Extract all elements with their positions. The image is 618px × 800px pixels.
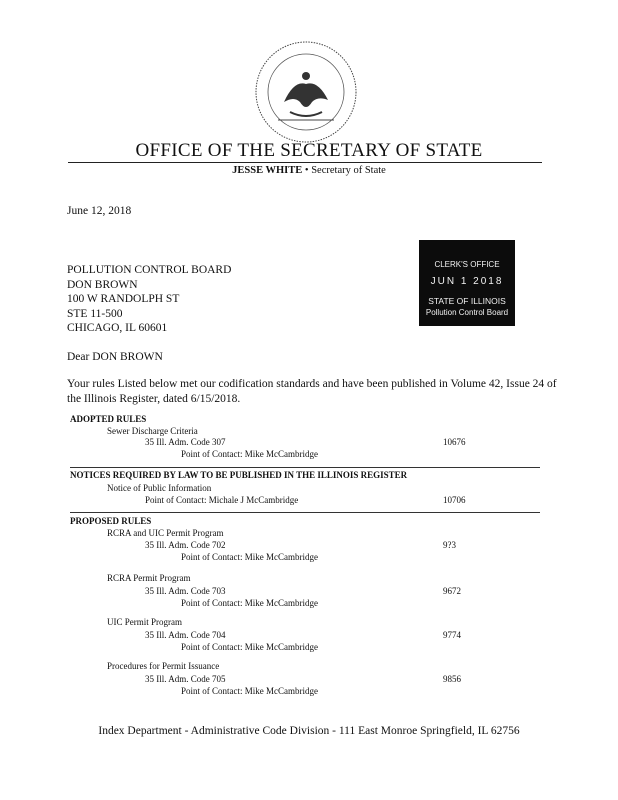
rule-code: 35 Ill. Adm. Code 307 bbox=[145, 437, 226, 447]
page-footer: Index Department - Administrative Code Division - 111 East Monroe Springfield, IL 62756 bbox=[98, 725, 520, 737]
recipient-line: POLLUTION CONTROL BOARD bbox=[67, 264, 232, 276]
received-stamp bbox=[419, 240, 515, 326]
rule-page: 9672 bbox=[443, 586, 461, 596]
section-divider bbox=[70, 467, 540, 468]
rule-page: 9?3 bbox=[443, 540, 456, 550]
rule-name: RCRA and UIC Permit Program bbox=[107, 528, 224, 538]
secretary-title: • Secretary of State bbox=[304, 165, 386, 176]
rule-code: 35 Ill. Adm. Code 702 bbox=[145, 540, 226, 550]
secretary-name: JESSE WHITE bbox=[232, 165, 303, 176]
rule-contact: Point of Contact: Mike McCambridge bbox=[181, 449, 318, 459]
rule-name: Notice of Public Information bbox=[107, 483, 212, 493]
letterhead-subhead bbox=[0, 165, 618, 176]
section-heading-proposed: PROPOSED RULES bbox=[70, 516, 152, 526]
section-heading-notices: NOTICES REQUIRED BY LAW TO BE PUBLISHED IN THE ILLINOIS REGISTER bbox=[70, 470, 408, 480]
rule-name: Procedures for Permit Issuance bbox=[107, 661, 220, 671]
salutation: Dear DON BROWN bbox=[67, 351, 163, 363]
rule-page: 10706 bbox=[443, 495, 466, 505]
rule-contact: Point of Contact: Michale J McCambridge bbox=[145, 495, 299, 505]
stamp-line: STATE OF ILLINOIS bbox=[428, 296, 506, 306]
stamp-date: JUN 1 2018 bbox=[430, 276, 504, 287]
stamp-line: Pollution Control Board bbox=[425, 308, 509, 317]
rule-name: UIC Permit Program bbox=[107, 617, 182, 627]
letter-date: June 12, 2018 bbox=[67, 205, 132, 217]
rule-contact: Point of Contact: Mike McCambridge bbox=[181, 552, 318, 562]
letterhead-rule bbox=[68, 162, 542, 163]
recipient-address bbox=[67, 263, 231, 336]
intro-paragraph: Your rules Listed below met our codification standards and have been published in Volume 42, Issue 24 of the Illinois Register, dated 6/15/2018. bbox=[67, 378, 557, 405]
rule-contact: Point of Contact: Mike McCambridge bbox=[181, 686, 318, 696]
recipient-line: CHICAGO, IL 60601 bbox=[67, 322, 168, 334]
rule-contact: Point of Contact: Mike McCambridge bbox=[181, 642, 318, 652]
section-divider bbox=[70, 512, 540, 513]
rule-name: RCRA Permit Program bbox=[107, 573, 191, 583]
section-heading-adopted: ADOPTED RULES bbox=[70, 414, 147, 424]
stamp-line: CLERK'S OFFICE bbox=[434, 260, 500, 269]
rule-page: 9774 bbox=[443, 630, 461, 640]
rule-code: 35 Ill. Adm. Code 705 bbox=[145, 674, 226, 684]
rule-contact: Point of Contact: Mike McCambridge bbox=[181, 598, 318, 608]
recipient-line: STE 11-500 bbox=[67, 307, 123, 320]
state-seal-image bbox=[254, 40, 358, 144]
rule-page: 9856 bbox=[443, 674, 461, 684]
rule-code: 35 Ill. Adm. Code 703 bbox=[145, 586, 226, 596]
rule-code: 35 Ill. Adm. Code 704 bbox=[145, 630, 226, 640]
recipient-line: 100 W RANDOLPH ST bbox=[67, 293, 180, 305]
rule-page: 10676 bbox=[443, 437, 466, 447]
rule-name: Sewer Discharge Criteria bbox=[107, 426, 198, 436]
office-title: OFFICE OF THE SECRETARY OF STATE bbox=[135, 140, 483, 161]
recipient-line: DON BROWN bbox=[67, 278, 138, 291]
